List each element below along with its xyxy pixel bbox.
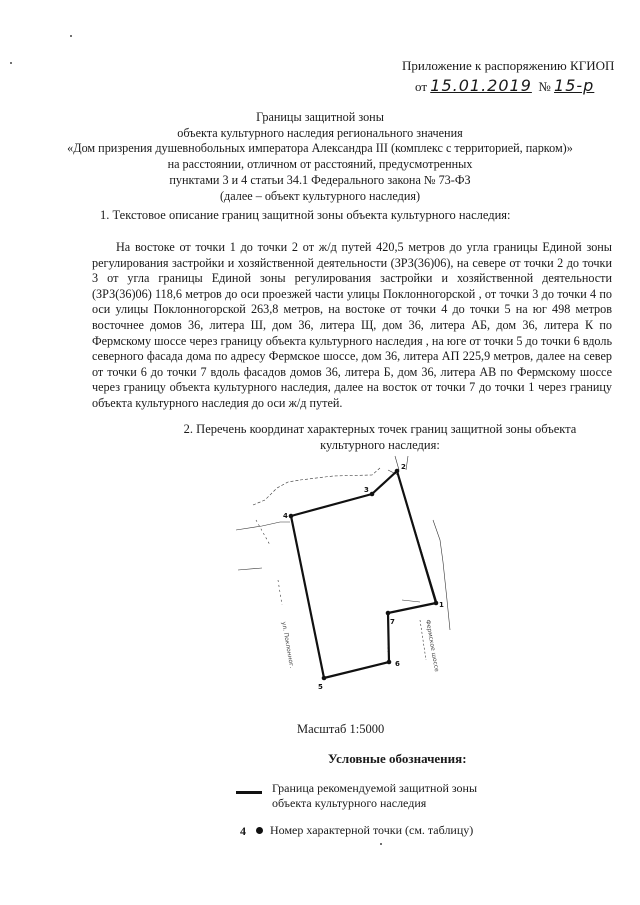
title-line: (далее – объект культурного наследия) [219,188,421,203]
scan-speck [10,62,12,64]
characteristic-points [289,469,439,681]
legend-boundary-label [272,781,477,811]
point-marker-4 [289,514,294,519]
map-scale: Масштаб 1:5000 [297,722,385,736]
title-line: объекта культурного наследия регионального значения [177,125,463,140]
order-number-prefix: № [538,79,551,94]
legend-boundary-line: Граница рекомендуемой защитной зоны [272,781,478,795]
point-marker-5 [322,676,327,681]
point-label-6: 6 [395,660,400,668]
point-marker-1 [434,601,439,606]
point-label-5: 5 [318,683,323,691]
map-background-lines [236,456,450,660]
point-marker-3 [370,492,375,497]
legend-point-label: Номер характерной точки (см. таблицу) [270,823,474,837]
boundary-map [225,452,455,702]
order-reference [415,76,594,95]
point-label-4: 4 [283,512,288,520]
legend-title: Условные обозначения: [328,751,467,766]
title-line: на расстоянии, отличном от расстояний, предусмотренных [167,157,473,172]
legend-boundary-symbol [236,791,262,794]
section-2-heading-line: культурного наследия: [320,437,440,452]
point-label-1: 1 [439,601,444,609]
order-date: 15.01.2019 [430,76,532,95]
point-label-7: 7 [390,618,395,626]
map-street-label: Фермское шоссе [424,619,441,673]
section-2-heading [160,422,600,453]
title-line: пунктами 3 и 4 статьи 34.1 Федерального закона № 73-ФЗ [169,172,471,187]
document-title [40,110,600,204]
order-number: 15-р [554,76,595,95]
legend-point-symbol [256,827,263,834]
point-marker-7 [386,611,391,616]
scan-speck [380,843,382,845]
protection-zone-boundary [291,471,436,678]
boundary-description-text: На востоке от точки 1 до точки 2 от ж/д путей 420,5 метров до угла границы Единой зоны регулирования застройки и хозяйственной деятельности (ЗРЗ(36)06), на севере от точки 2 до точки 3 от угла границы Единой зоны регулирования застройки и хозяйственной деятельности (ЗРЗ(36)06) 118,6 метров до оси проезжей части улицы Поклонногорской , от точки 3 до точки 4 по оси улицы Поклонногорской 263,8 метров, на востоке от точки 4 до точки 5 на юг 498 метров восточнее домов 36, литера Ш, дом 36, литера Щ, дом 36, литера АБ, дом 36, литера К по Фермскому шоссе через границу объекта культурного наследия , на юге от точки 5 до точки 6 вдоль северного фасада дома по адресу Фермское шоссе, дом 36, литера АП 225,9 метров, далее на север от точки 6 до точки 7 вдоль фасадов домов 36, литера Б, дом 36, литера АВ по Фермскому шоссе через границу объекта культурного наследия, далее на восток от точки 7 до точки 1 через границу объекта культурного наследия до оси ж/д путей. [92,240,612,410]
section-2-heading-line: 2. Перечень координат характерных точек границ защитной зоны объекта [183,422,577,436]
point-label-3: 3 [364,486,369,494]
section-1-heading: 1. Текстовое описание границ защитной зоны объекта культурного наследия: [100,208,511,222]
railway-line [397,471,437,603]
point-marker-2 [395,469,400,474]
title-line: Границы защитной зоны [256,110,384,124]
appendix-caption: Приложение к распоряжению КГИОП [402,58,615,73]
order-date-prefix: от [415,79,428,94]
legend-point-number: 4 [240,824,246,838]
scan-speck [70,35,72,37]
boundary-description [92,240,612,412]
point-label-2: 2 [401,463,406,471]
title-line: «Дом призрения душевнобольных императора Александра III (комплекс с территорией, парком)» [67,141,573,156]
legend-boundary-line: объекта культурного наследия [272,796,427,810]
map-street-label: ул. Поклонног. [280,621,296,669]
point-marker-6 [387,660,392,665]
